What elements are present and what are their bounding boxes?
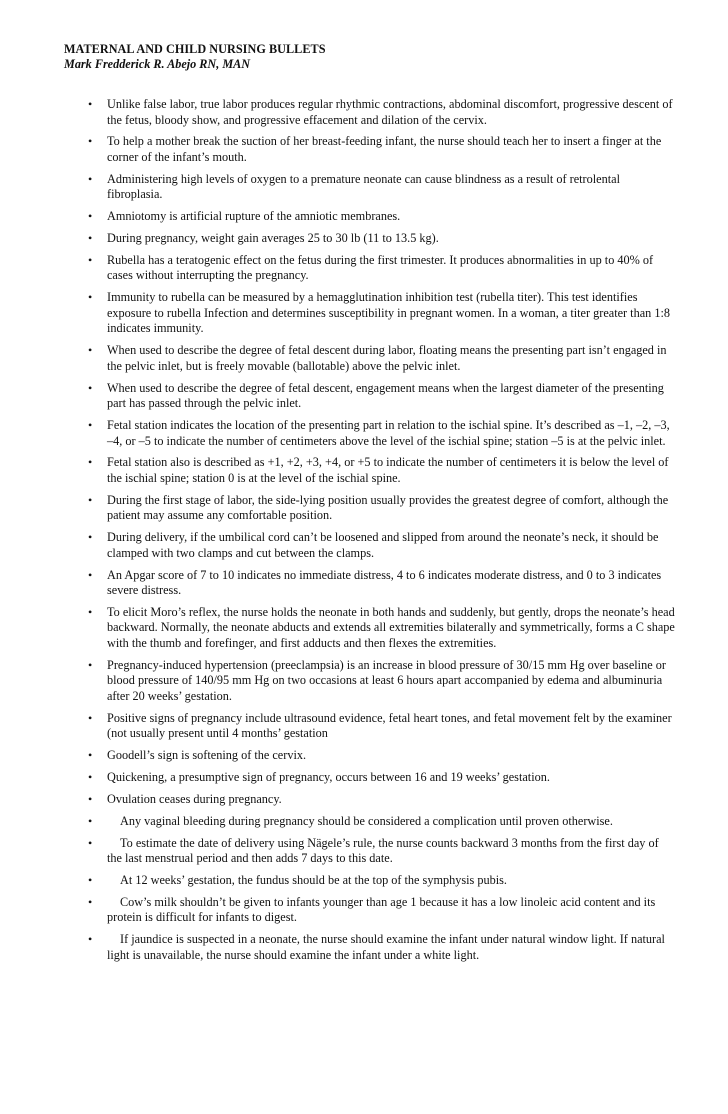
document-title: MATERNAL AND CHILD NURSING BULLETS bbox=[64, 42, 326, 56]
bullet-item bbox=[64, 605, 676, 652]
bullet-marker: • bbox=[88, 252, 93, 267]
bullet-text: To estimate the date of delivery using Nägele’s rule, the nurse counts backward 3 months from the first day of the last menstrual period and then adds 7 days to this date. bbox=[107, 835, 659, 866]
bullet-item bbox=[64, 748, 676, 764]
bullet-text: Amniotomy is artificial rupture of the amniotic membranes. bbox=[107, 209, 401, 224]
bullet-marker: • bbox=[88, 748, 93, 763]
bullet-item bbox=[64, 455, 676, 486]
bullet-text: At 12 weeks’ gestation, the fundus should be at the top of the symphysis pubis. bbox=[120, 873, 507, 888]
bullet-marker: • bbox=[88, 492, 93, 507]
bullet-marker: • bbox=[88, 418, 93, 433]
bullet-marker: • bbox=[88, 894, 93, 909]
bullet-marker: • bbox=[88, 231, 93, 246]
bullet-text: Fetal station indicates the location of the presenting part in relation to the ischial spine. It’s described as –1, –2, –3, –4, or –5 to indicate the number of centimeters above the level of the ischial spine; station –5 is at the pelvic inlet. bbox=[107, 418, 670, 448]
bullet-marker: • bbox=[88, 932, 93, 947]
document-author: Mark Fredderick R. Abejo RN, MAN bbox=[64, 57, 251, 71]
bullet-item bbox=[64, 493, 676, 524]
bullet-item bbox=[64, 895, 676, 926]
bullet-item bbox=[64, 381, 676, 412]
document-page bbox=[64, 42, 676, 970]
bullet-item bbox=[64, 873, 676, 889]
bullet-marker: • bbox=[88, 290, 93, 305]
bullet-marker: • bbox=[88, 770, 93, 785]
bullet-item bbox=[64, 209, 676, 225]
bullet-marker: • bbox=[88, 97, 93, 111]
bullet-item bbox=[64, 530, 676, 561]
bullet-text: Quickening, a presumptive sign of pregnancy, occurs between 16 and 19 weeks’ gestation. bbox=[107, 770, 550, 785]
bullet-text: Cow’s milk shouldn’t be given to infants younger than age 1 because it has a low linoleic acid content and its protein is difficult for infants to digest. bbox=[107, 894, 656, 925]
bullet-text: Pregnancy-induced hypertension (preeclampsia) is an increase in blood pressure of 30/15 mm Hg over baseline or blood pressure of 140/95 mm Hg on two occasions at least 6 hours apart accompanied by edema and albuminuria after 20 weeks’ gestation. bbox=[107, 657, 666, 703]
bullet-text: An Apgar score of 7 to 10 indicates no immediate distress, 4 to 6 indicates moderate distress, and 0 to 3 indicates severe distress. bbox=[107, 567, 662, 598]
bullet-marker: • bbox=[88, 604, 93, 619]
bullet-item bbox=[64, 231, 676, 247]
bullet-item bbox=[64, 792, 676, 808]
bullet-marker: • bbox=[88, 873, 93, 888]
bullet-text: Ovulation ceases during pregnancy. bbox=[107, 791, 282, 806]
bullet-marker: • bbox=[88, 791, 93, 806]
bullet-text: To help a mother break the suction of her breast-feeding infant, the nurse should teach her to insert a finger at the corner of the infant’s mouth. bbox=[107, 134, 662, 164]
bullet-item bbox=[64, 711, 676, 742]
bullet-item bbox=[64, 290, 676, 337]
bullet-text: If jaundice is suspected in a neonate, the nurse should examine the infant under natural window light. If natural light is unavailable, the nurse should examine the infant under a white light. bbox=[107, 932, 665, 962]
bullet-text: During the first stage of labor, the side-lying position usually provides the greatest degree of comfort, although the patient may assume any comfortable position. bbox=[107, 492, 669, 523]
bullet-item bbox=[64, 932, 676, 963]
bullet-text: When used to describe the degree of fetal descent during labor, floating means the presenting part isn’t engaged in the pelvic inlet, but is freely movable (ballotable) above the pelvic inlet. bbox=[107, 343, 667, 373]
bullet-item bbox=[64, 568, 676, 599]
bullet-item bbox=[64, 97, 676, 128]
bullet-text: Any vaginal bleeding during pregnancy should be considered a complication until proven otherwise. bbox=[120, 813, 613, 828]
bullet-marker: • bbox=[88, 835, 93, 850]
bullet-marker: • bbox=[88, 455, 93, 470]
bullet-text: To elicit Moro’s reflex, the nurse holds the neonate in both hands and suddenly, but gently, drops the neonate’s head backward. Normally, the neonate abducts and extends all extremities bilaterally and symmetrically, forms a C shape with the thumb and forefinger, and first adducts and then flexes the extremities. bbox=[107, 604, 675, 650]
bullet-text: During delivery, if the umbilical cord can’t be loosened and slipped from around the neonate’s neck, it should be clamped with two clamps and cut between the clamps. bbox=[107, 530, 659, 560]
bullet-text: Administering high levels of oxygen to a premature neonate can cause blindness as a result of retrolental fibroplasia. bbox=[107, 171, 620, 202]
bullet-item bbox=[64, 253, 676, 284]
bullet-text: Immunity to rubella can be measured by a hemagglutination inhibition test (rubella titer). This test identifies exposure to rubella Infection and determines susceptibility in pregnant women. In a woman, a titer greater than 1:8 indicates immunity. bbox=[107, 290, 670, 336]
bullet-text: Fetal station also is described as +1, +2, +3, +4, or +5 to indicate the number of centimeters it is below the level of the ischial spine; station 0 is at the level of the ischial spine. bbox=[107, 455, 669, 485]
bullet-text: Unlike false labor, true labor produces regular rhythmic contractions, abdominal discomfort, progressive descent of the fetus, bloody show, and progressive effacement and dilation of the cervix. bbox=[107, 97, 673, 127]
bullet-text: During pregnancy, weight gain averages 25 to 30 lb (11 to 13.5 kg). bbox=[107, 231, 439, 246]
bullet-text: Goodell’s sign is softening of the cervix. bbox=[107, 748, 307, 763]
bullet-marker: • bbox=[88, 209, 93, 224]
bullet-text: Positive signs of pregnancy include ultrasound evidence, fetal heart tones, and fetal movement felt by the examiner (not usually present until 4 months’ gestation bbox=[107, 710, 672, 741]
bullet-text: When used to describe the degree of fetal descent, engagement means when the largest diameter of the presenting part has passed through the pelvic inlet. bbox=[107, 380, 664, 411]
bullet-item bbox=[64, 770, 676, 786]
bullet-marker: • bbox=[88, 530, 93, 545]
bullet-item bbox=[64, 814, 676, 830]
bullet-marker: • bbox=[88, 657, 93, 672]
bullet-marker: • bbox=[88, 343, 93, 358]
bullet-list bbox=[64, 97, 676, 963]
bullet-marker: • bbox=[88, 813, 93, 828]
bullet-marker: • bbox=[88, 380, 93, 395]
bullet-item bbox=[64, 172, 676, 203]
bullet-item bbox=[64, 836, 676, 867]
bullet-marker: • bbox=[88, 171, 93, 186]
bullet-text: Rubella has a teratogenic effect on the fetus during the first trimester. It produces abnormalities in up to 40% of cases without interrupting the pregnancy. bbox=[107, 252, 654, 283]
bullet-marker: • bbox=[88, 710, 93, 725]
bullet-marker: • bbox=[88, 567, 93, 582]
bullet-item bbox=[64, 343, 676, 374]
bullet-marker: • bbox=[88, 134, 93, 149]
bullet-item bbox=[64, 418, 676, 449]
bullet-item bbox=[64, 134, 676, 165]
bullet-item bbox=[64, 658, 676, 705]
